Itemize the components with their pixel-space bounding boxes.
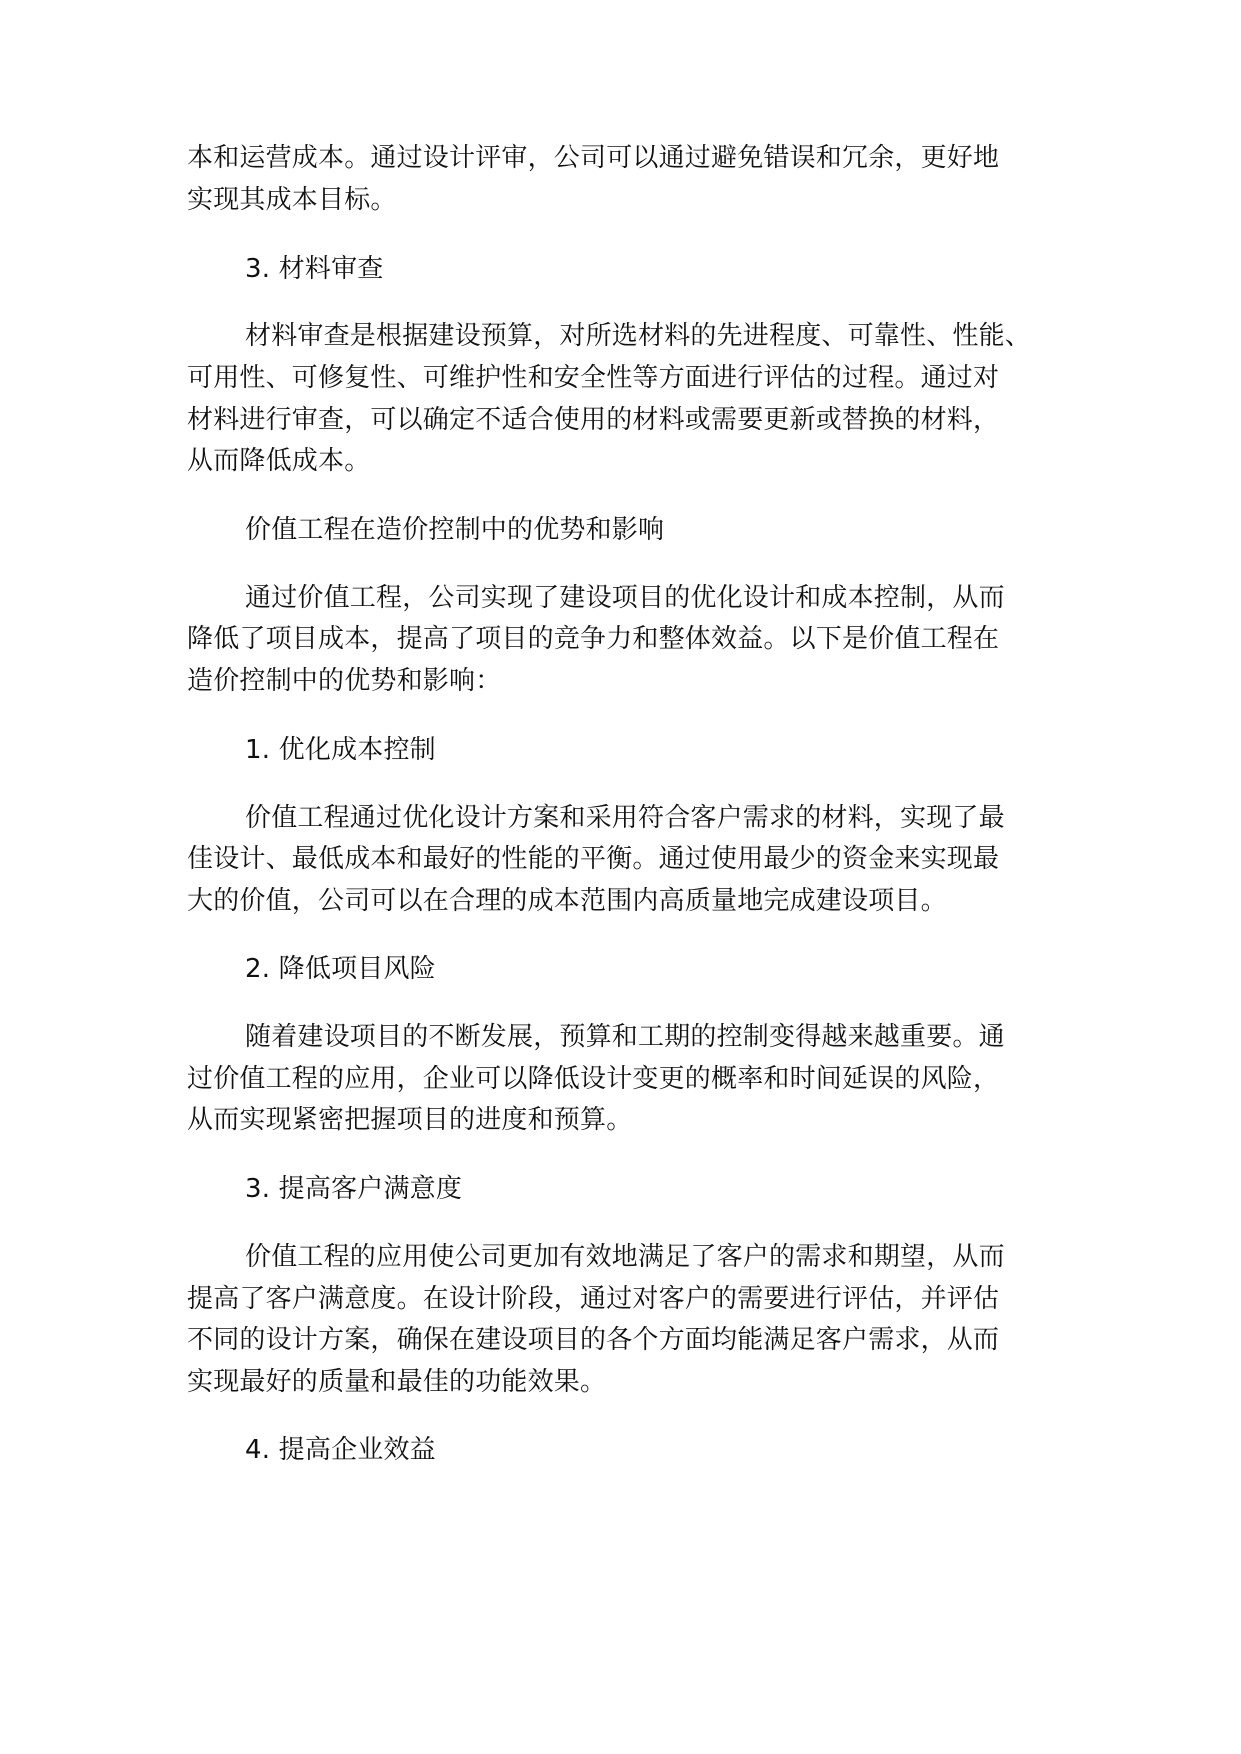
paragraph-line: 材料审查是根据建设预算，对所选材料的先进程度、可靠性、性能、: [245, 321, 1032, 351]
paragraph-line: 从而实现紧密把握项目的进度和预算。: [187, 1105, 633, 1135]
paragraph-line: 价值工程的应用使公司更加有效地满足了客户的需求和期望，从而: [245, 1242, 1005, 1272]
paragraph-line: 实现最好的质量和最佳的功能效果。: [187, 1367, 607, 1397]
paragraph-line: 降低了项目成本，提高了项目的竞争力和整体效益。以下是价值工程在: [187, 624, 1000, 654]
paragraph-line: 材料进行审查，可以确定不适合使用的材料或需要更新或替换的材料，: [187, 405, 1000, 435]
paragraph-line: 不同的设计方案，确保在建设项目的各个方面均能满足客户需求，从而: [187, 1325, 1000, 1355]
section-heading: 价值工程在造价控制中的优势和影响: [245, 515, 665, 545]
paragraph-line: 通过价值工程，公司实现了建设项目的优化设计和成本控制，从而: [245, 583, 1005, 613]
section-heading: 2. 降低项目风险: [245, 954, 436, 984]
paragraph-line: 大的价值，公司可以在合理的成本范围内高质量地完成建设项目。: [187, 886, 947, 916]
paragraph-line: 实现其成本目标。: [187, 185, 397, 215]
paragraph-line: 佳设计、最低成本和最好的性能的平衡。通过使用最少的资金来实现最: [187, 844, 1000, 874]
paragraph-line: 本和运营成本。通过设计评审，公司可以通过避免错误和冗余，更好地: [187, 143, 1000, 173]
section-heading: 4. 提高企业效益: [245, 1435, 436, 1465]
section-heading: 3. 提高客户满意度: [245, 1174, 463, 1204]
paragraph-line: 提高了客户满意度。在设计阶段，通过对客户的需要进行评估，并评估: [187, 1284, 1000, 1314]
paragraph-line: 造价控制中的优势和影响：: [187, 666, 502, 696]
section-heading: 3. 材料审查: [245, 254, 384, 284]
section-heading: 1. 优化成本控制: [245, 735, 436, 765]
paragraph-line: 从而降低成本。: [187, 446, 371, 476]
paragraph-line: 价值工程通过优化设计方案和采用符合客户需求的材料，实现了最: [245, 803, 1005, 833]
paragraph-line: 过价值工程的应用，企业可以降低设计变更的概率和时间延误的风险，: [187, 1064, 1000, 1094]
paragraph-line: 可用性、可修复性、可维护性和安全性等方面进行评估的过程。通过对: [187, 363, 1000, 393]
paragraph-line: 随着建设项目的不断发展，预算和工期的控制变得越来越重要。通: [245, 1022, 1005, 1052]
